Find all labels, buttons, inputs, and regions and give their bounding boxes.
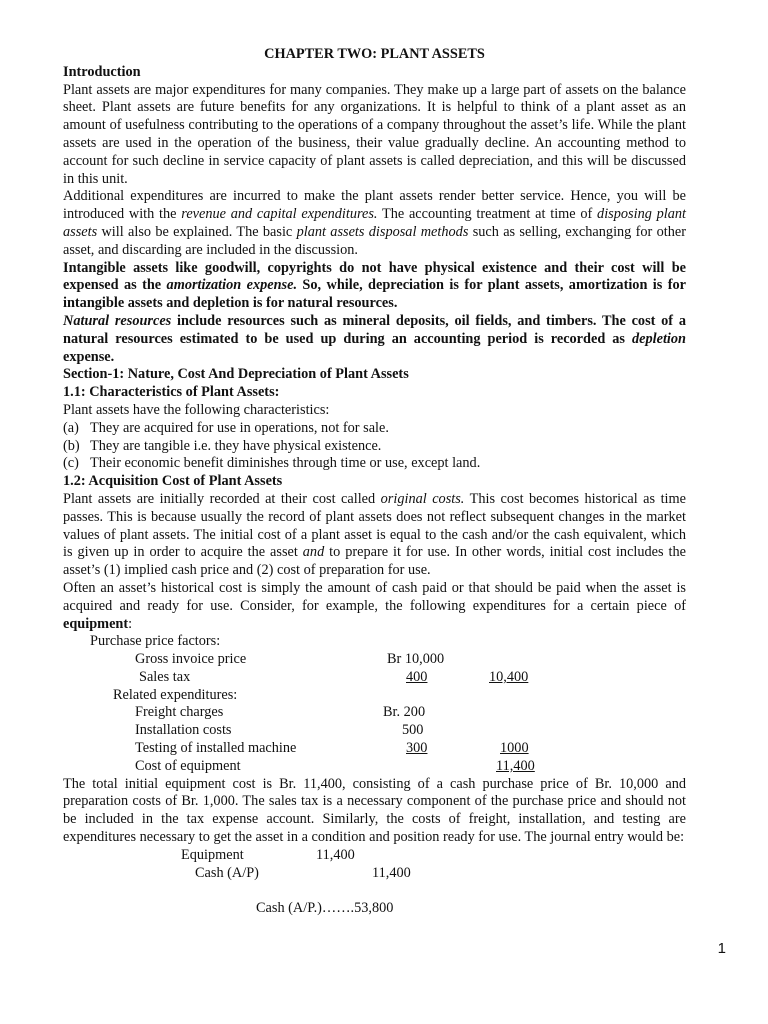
text-run: such as selling, exchanging for other asset, and discarding are included in the discussion. bbox=[63, 223, 686, 258]
text-run: : bbox=[128, 615, 133, 632]
list-text: They are tangible i.e. they have physical existence. bbox=[90, 437, 382, 454]
bold-term: equipment bbox=[63, 615, 129, 632]
journal-debit-row bbox=[63, 847, 686, 865]
cost-total: 11,400 bbox=[496, 757, 535, 774]
list-label: (b) bbox=[63, 437, 80, 454]
freight-amount: Br. 200 bbox=[383, 704, 426, 721]
list-item bbox=[63, 438, 686, 456]
debit-amount: 11,400 bbox=[316, 846, 355, 863]
table-row bbox=[63, 722, 686, 740]
credit-amount: 11,400 bbox=[372, 864, 411, 881]
journal-entry bbox=[63, 847, 686, 918]
tax-label: Sales tax bbox=[139, 668, 191, 685]
text-run: So, while, depreciation is for plant assets, amortization is for intangible assets and depletion is for natural resources. bbox=[63, 277, 686, 312]
list-label: (a) bbox=[63, 419, 79, 436]
characteristics-lead: Plant assets have the following characteristics: bbox=[63, 401, 330, 418]
italic-term: Natural resources bbox=[63, 312, 172, 329]
text-run: include resources such as mineral deposits, oil fields, and timbers. The cost of a natural resources estimated to be used up during an accounting period is recorded as bbox=[63, 312, 686, 347]
credit-account: Cash (A/P) bbox=[195, 864, 259, 881]
intro-paragraph-4 bbox=[63, 313, 686, 366]
subsection-1-1-heading: 1.1: Characteristics of Plant Assets: bbox=[63, 384, 280, 401]
gross-label: Gross invoice price bbox=[135, 651, 247, 668]
acquisition-paragraph-1 bbox=[63, 491, 686, 580]
italic-term: plant assets disposal methods bbox=[296, 223, 469, 240]
list-item bbox=[63, 455, 686, 473]
text-run: This cost becomes historical as time passes. This is because usually the record of plant assets does not reflect subsequent changes in the market values of plant assets. The initial cost of a plant asset is equal to the cash and/or the cash equivalent, which is given up in order to acquire the asset bbox=[63, 490, 686, 561]
italic-term: original costs. bbox=[380, 490, 465, 507]
intro-paragraph-1: Plant assets are major expenditures for many companies. They make up a large part of assets on the balance sheet. Plant assets are future benefits for any organizations. It is helpful to think of a plant asset as an amount of usefulness contributing to the operations of a company throughout the asset’s life. While the plant assets are used in the operation of the business, their value gradually decline. An accounting method to account for such decline in service capacity of plant assets is called depreciation, and this will be discussed in this unit. bbox=[63, 81, 686, 187]
cost-table bbox=[63, 633, 686, 775]
text-run: Additional expenditures are incurred to make the plant assets render better service. Hence, you will be introduced with the bbox=[63, 188, 686, 223]
install-label: Installation costs bbox=[135, 722, 232, 739]
gross-amount: Br 10,000 bbox=[387, 651, 445, 668]
text-run: Intangible assets like goodwill, copyrights do not have physical existence and their cost will be expensed as the bbox=[63, 259, 686, 294]
text-run: Plant assets are initially recorded at their cost called bbox=[63, 490, 381, 507]
text-run: expense. bbox=[63, 348, 115, 365]
after-table-paragraph: The total initial equipment cost is Br. 11,400, consisting of a cash purchase price of Br. 10,000 and preparation costs of Br. 1,000. The sales tax is a necessary component of the purchase price and should not be included in the tax expense account. Similarly, the costs of freight, installation, and testing are expenditures necessary to get the asset in a condition and position ready for use. The journal entry would be: bbox=[63, 775, 686, 846]
intro-paragraph-2 bbox=[63, 188, 686, 259]
italic-term: amortization expense. bbox=[166, 277, 298, 294]
table-row bbox=[63, 687, 686, 705]
italic-term: revenue and capital expenditures. bbox=[181, 206, 378, 223]
tax-total: 10,400 bbox=[489, 668, 529, 685]
table-row bbox=[63, 651, 686, 669]
list-text: Their economic benefit diminishes through time or use, except land. bbox=[90, 455, 481, 472]
section-1-heading: Section-1: Nature, Cost And Depreciation of Plant Assets bbox=[63, 366, 409, 383]
table-row bbox=[63, 669, 686, 687]
freight-label: Freight charges bbox=[135, 704, 224, 721]
italic-term: and bbox=[302, 544, 325, 561]
list-text: They are acquired for use in operations, not for sale. bbox=[90, 419, 389, 436]
testing-amount: 300 bbox=[406, 740, 428, 757]
install-amount: 500 bbox=[402, 722, 424, 739]
page-content bbox=[63, 46, 686, 918]
italic-term: disposing plant assets bbox=[63, 206, 686, 240]
tax-amount: 400 bbox=[406, 668, 428, 685]
page-number: 1 bbox=[717, 940, 726, 957]
subsection-1-2-heading: 1.2: Acquisition Cost of Plant Assets bbox=[63, 473, 283, 490]
list-label: (c) bbox=[63, 455, 79, 472]
table-row bbox=[63, 633, 686, 651]
list-item bbox=[63, 420, 686, 438]
purchase-header: Purchase price factors: bbox=[90, 633, 221, 650]
chapter-title: CHAPTER TWO: PLANT ASSETS bbox=[264, 46, 485, 62]
acquisition-paragraph-2 bbox=[63, 580, 686, 633]
blank-row bbox=[63, 882, 686, 900]
text-run: The accounting treatment at time of bbox=[377, 206, 598, 223]
text-run: will also be explained. The basic bbox=[97, 223, 297, 240]
italic-term: depletion bbox=[631, 330, 686, 347]
table-row bbox=[63, 758, 686, 776]
table-row bbox=[63, 704, 686, 722]
cost-label: Cost of equipment bbox=[135, 757, 241, 774]
trailing-row bbox=[63, 900, 686, 918]
intro-paragraph-3 bbox=[63, 260, 686, 313]
journal-credit-row bbox=[63, 865, 686, 883]
intro-heading: Introduction bbox=[63, 63, 141, 80]
debit-account: Equipment bbox=[181, 846, 244, 863]
text-run: to prepare it for use. In other words, initial cost includes the asset’s (1) implied cash price and (2) cost of preparation for use. bbox=[63, 544, 686, 579]
table-row bbox=[63, 740, 686, 758]
trailing-line: Cash (A/P.)…….53,800 bbox=[256, 900, 394, 917]
text-run: Often an asset’s historical cost is simply the amount of cash paid or that should be paid when the asset is acquired and ready for use. Consider, for example, the following expenditures for a certain piece of bbox=[63, 579, 686, 614]
testing-label: Testing of installed machine bbox=[135, 740, 297, 757]
related-header: Related expenditures: bbox=[113, 686, 238, 703]
testing-total: 1000 bbox=[500, 740, 529, 757]
